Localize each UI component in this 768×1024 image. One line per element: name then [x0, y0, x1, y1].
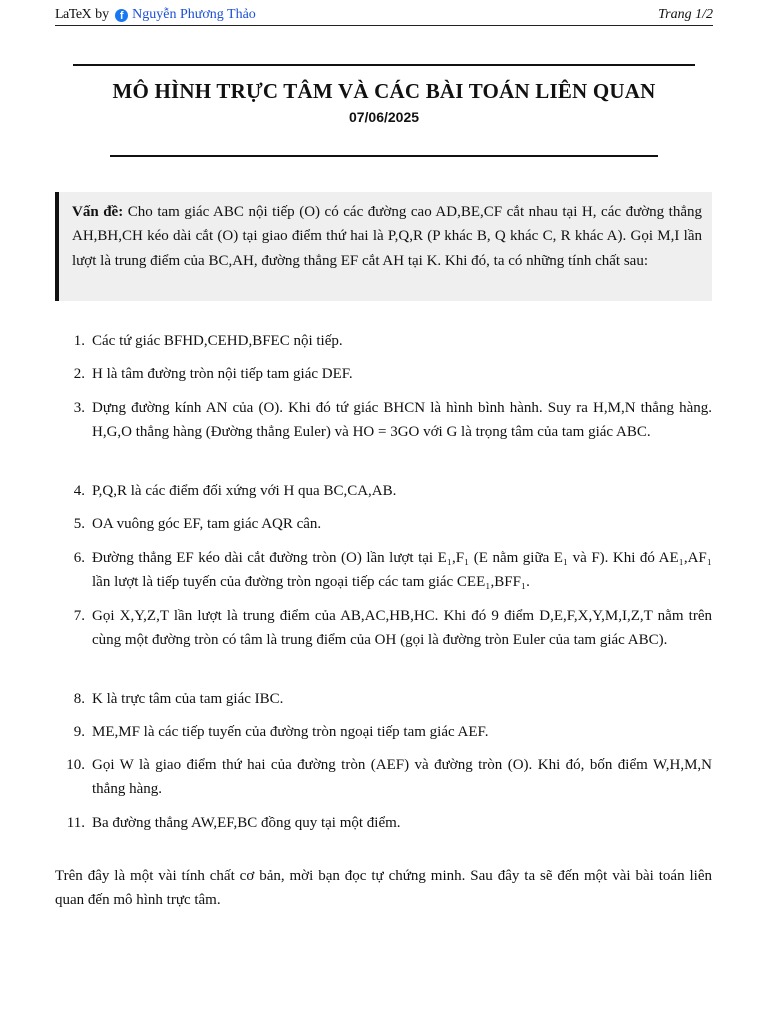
property-text: Dựng đường kính AN của (O). Khi đó tứ giác BHCN là hình bình hành. Suy ra H,M,N thẳng hàng. H,G,O thẳng hàng (Đường thẳng Euler) và HO = 3GO với G là trọng tâm của tam giác ABC. — [92, 400, 712, 441]
property-item — [60, 753, 712, 802]
property-number: 11. — [66, 815, 85, 831]
property-text: K là trực tâm của tam giác IBC. — [92, 691, 284, 707]
document-title: MÔ HÌNH TRỰC TÂM VÀ CÁC BÀI TOÁN LIÊN QUAN — [112, 79, 656, 103]
property-item — [60, 329, 712, 353]
property-text: Gọi W là giao điểm thứ hai của đường tròn (AEF) và đường tròn (O). Khi đó, bốn điểm W,H,M,N thẳng hàng. — [92, 757, 712, 798]
property-number: 6. — [73, 550, 85, 566]
document-date: 07/06/2025 — [348, 109, 420, 125]
property-number: 7. — [73, 608, 85, 624]
property-number: 8. — [73, 691, 85, 707]
property-text: Các tứ giác BFHD,CEHD,BFEC nội tiếp. — [92, 333, 343, 349]
property-item — [60, 512, 712, 536]
facebook-icon[interactable]: f — [115, 9, 128, 22]
property-text: OA vuông góc EF, tam giác AQR cân. — [92, 516, 322, 532]
problem-box — [55, 192, 712, 301]
header-left — [55, 7, 658, 23]
property-item — [60, 479, 712, 503]
title-rule-bottom — [110, 155, 658, 157]
property-text: Ba đường thẳng AW,EF,BC đồng quy tại một điểm. — [92, 815, 401, 831]
closing-paragraph: Trên đây là một vài tính chất cơ bản, mời bạn đọc tự chứng minh. Sau đây ta sẽ đến một vài bài toán liên quan đến mô hình trực tâm. — [55, 868, 712, 909]
property-item — [60, 362, 712, 386]
problem-text: Cho tam giác ABC nội tiếp (O) có các đường cao AD,BE,CF cắt nhau tại H, các đường thẳng AH,BH,CH kéo dài cắt (O) tại giao điểm thứ hai là P,Q,R (P khác B, Q khác C, R khác A). Gọi M,I lần lượt là trung điểm của BC,AH, đường thẳng EF cắt AH tại K. Khi đó, ta có những tính chất sau: — [72, 204, 702, 269]
page-number: Trang 1/2 — [658, 7, 713, 22]
problem-label: Vấn đề: — [72, 204, 124, 220]
by-label: by — [95, 7, 110, 22]
property-item — [60, 811, 712, 835]
property-number: 9. — [73, 724, 85, 740]
property-text: P,Q,R là các điểm đối xứng với H qua BC,CA,AB. — [92, 483, 397, 499]
property-number: 4. — [73, 483, 85, 499]
latex-logo: LaTeX — [55, 7, 92, 22]
property-item — [60, 546, 712, 595]
property-item — [60, 720, 712, 744]
author-link[interactable]: Nguyễn Phương Thảo — [132, 7, 256, 22]
property-number: 2. — [73, 366, 85, 382]
property-number: 5. — [73, 516, 85, 532]
property-number: 1. — [73, 333, 85, 349]
property-number: 10. — [66, 757, 85, 773]
property-number: 3. — [73, 400, 85, 416]
property-text: ME,MF là các tiếp tuyến của đường tròn ngoại tiếp tam giác AEF. — [92, 724, 489, 740]
property-item — [60, 604, 712, 653]
title-rule-top — [73, 64, 695, 66]
property-item — [60, 396, 712, 445]
property-text: Đường thẳng EF kéo dài cắt đường tròn (O) lần lượt tại E₁,F₁ (E nằm giữa E₁ và F). Khi đó AE₁,AF₁ lần lượt là tiếp tuyến của đường tròn ngoại tiếp các tam giác CEE₁,BFF₁. — [92, 550, 712, 591]
property-text: Gọi X,Y,Z,T lần lượt là trung điểm của AB,AC,HB,HC. Khi đó 9 điểm D,E,F,X,Y,M,I,Z,T nằm trên cùng một đường tròn có tâm là trung điểm của OH (gọi là đường tròn Euler của tam giác ABC). — [92, 608, 712, 649]
property-item — [60, 687, 712, 711]
property-text: H là tâm đường tròn nội tiếp tam giác DEF. — [92, 366, 353, 382]
page-header — [55, 5, 713, 26]
